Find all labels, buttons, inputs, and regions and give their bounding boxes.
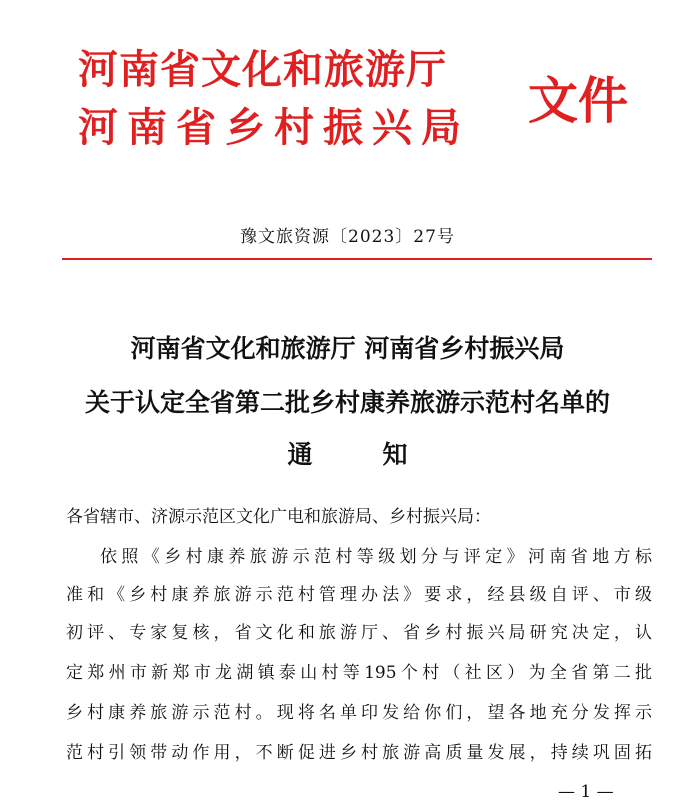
issuer-name-rural-revitalization: 河南省乡村振兴局 <box>78 104 470 151</box>
body-text-line: 依照《乡村康养旅游示范村等级划分与评定》河南省地方标 <box>100 547 652 567</box>
red-divider-line <box>62 258 652 260</box>
page-number: — 1 — <box>558 782 614 802</box>
body-text-line: 乡村康养旅游示范村。现将名单印发给你们，望各地充分发挥示 <box>66 703 652 723</box>
salutation: 各省辖市、济源示范区文化广电和旅游局、乡村振兴局： <box>66 507 491 527</box>
document-number: 豫文旅资源〔2023〕27号 <box>240 227 455 247</box>
issuer-name-culture-tourism: 河南省文化和旅游厅 <box>78 46 447 93</box>
title-line-issuers: 河南省文化和旅游厅 河南省乡村振兴局 <box>130 334 565 363</box>
document-type-label: 文件 <box>528 71 628 130</box>
body-text-line: 准和《乡村康养旅游示范村管理办法》要求，经县级自评、市级 <box>66 585 652 605</box>
body-text-line: 初评、专家复核，省文化和旅游厅、省乡村振兴局研究决定，认 <box>66 623 652 643</box>
body-text-line: 范村引领带动作用，不断促进乡村旅游高质量发展，持续巩固拓 <box>66 743 652 763</box>
title-line-subject: 关于认定全省第二批乡村康养旅游示范村名单的 <box>84 388 610 417</box>
title-line-notice: 通知 <box>287 440 478 469</box>
body-text-line: 定郑州市新郑市龙湖镇泰山村等195个村（社区）为全省第二批 <box>66 663 652 683</box>
